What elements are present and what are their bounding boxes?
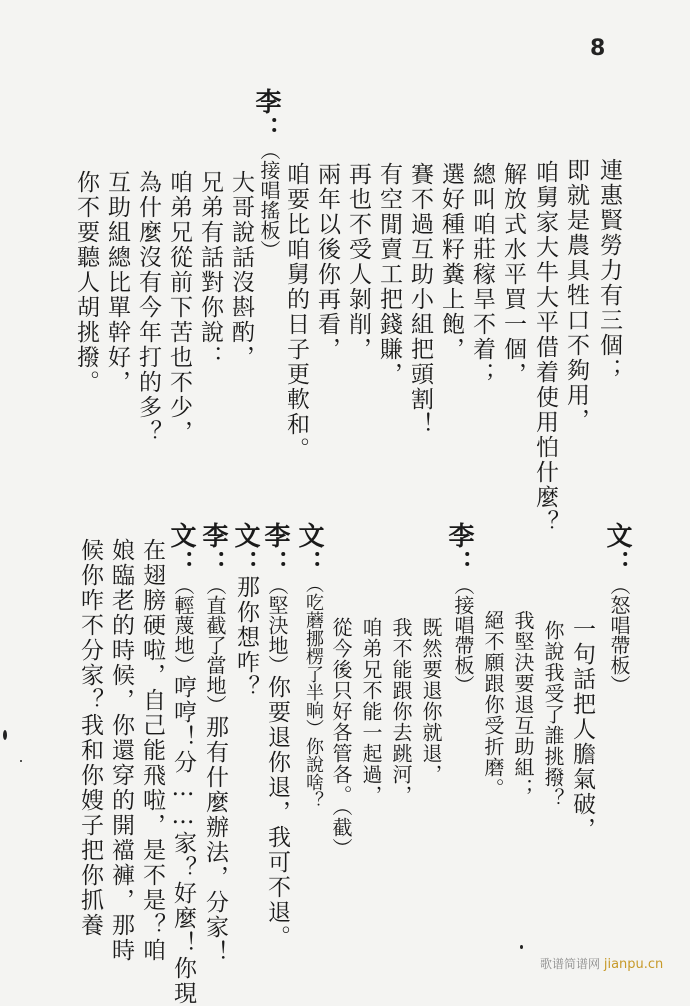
lyric-line: 有空閒賣工把錢賺， [376,162,402,387]
lyric-line: 咱弟兄不能一起過， [359,617,383,806]
dialogue-line [202,575,228,965]
speaker-li [446,522,472,577]
speaker-colon: ： [231,550,260,577]
lyric-line: 選好種籽糞上飽， [438,162,464,362]
speaker-wen [296,522,322,577]
speaker-name: 李 [260,522,290,550]
lyric-line: 我堅決要退互助組； [511,610,535,799]
scan-speck [3,730,7,740]
lyric-line: 你說我受了誰挑撥？ [541,620,565,809]
speaker-wen [168,522,194,577]
dialogue-continuation: 在翅膀硬啦，自己能飛啦，是不是？咱 [139,538,165,963]
dialogue-text: 你說啥？ [303,737,324,809]
lyric-line: 總叫咱莊稼旱不着； [469,162,495,387]
lyric-line: 連惠賢勞力有三個； [596,158,622,383]
dialogue-text: 哼哼！分……家？好麼！你現 [170,675,196,1006]
page-number: 8 [590,36,606,61]
dialogue-text: 那你想咋？ [233,575,259,700]
speaker-colon: ： [295,550,324,577]
lyric-line: 再也不受人剝削， [345,162,371,362]
stage-direction: （接唱帶板） [451,575,475,695]
lyric-line: 咱弟兄從前下苦也不少， [166,170,192,445]
dialogue-line [170,575,196,1006]
lyric-line: 互助組總比單幹好， [104,170,130,395]
speaker-colon: ： [445,550,474,577]
lyric-line: 大哥說話沒斟酌， [228,170,254,370]
scan-speck [20,760,22,762]
dialogue-line [264,575,290,950]
stage-direction: （接唱搖板） [257,140,281,260]
speaker-name: 文 [166,522,196,550]
speaker-li [262,522,288,577]
lyric-line: 賽不過互助小組把頭割！ [407,162,433,437]
speaker-li [253,88,279,143]
speaker-name: 李 [444,522,474,550]
speaker-li [200,522,226,577]
speaker-wen [232,522,258,577]
stage-direction: （直截了當地） [203,575,227,715]
dialogue-continuation: 娘臨老的時候，你還穿的開襠褲，那時 [108,538,134,963]
speaker-name: 文 [294,522,324,550]
lyric-line: 我不能跟你去跳河， [389,617,413,806]
lyric-line: 從今後只好各管各。（截） [329,617,353,859]
lyric-line: 即就是農具牲口不夠用， [563,158,589,433]
speaker-wen [604,522,630,577]
lyric-line: 兄弟有話對你說： [197,170,223,370]
scan-speck [520,945,523,949]
dialogue-line [300,575,326,809]
speaker-colon: ： [261,550,290,577]
speaker-colon: ： [603,550,632,577]
stage-direction: （吃蘑挪楞了半晌） [303,575,324,737]
lyric-line: 你不要聽人胡挑撥。 [73,170,99,395]
lyric-line: 為什麼沒有今年打的多？ [135,170,161,445]
watermark-site-name: 歌谱简谱网 [540,957,601,971]
lyric-line: 一句話把人膽氣破， [569,617,595,842]
stage-direction: （輕蔑地） [171,575,195,675]
lyric-line: 咱要比咱舅的日子更軟和。 [283,162,309,462]
dialogue-text: 那有什麼辦法，分家！ [202,715,228,965]
stage-direction: （怒唱帶板） [607,575,631,695]
lyric-line: 咱舅家大牛大平借着使用怕什麼？ [532,160,558,535]
speaker-colon: ： [199,550,228,577]
lyric-line: 絕不願跟你受折磨。 [481,610,505,799]
speaker-colon: ： [167,550,196,577]
lyric-line: 兩年以後你再看， [314,162,340,362]
lyric-line: 解放式水平買一個， [500,162,526,387]
site-watermark [540,955,663,972]
speaker-name: 李 [198,522,228,550]
speaker-colon: ： [252,116,281,143]
watermark-url: jianpu.cn [603,957,664,972]
dialogue-continuation: 候你咋不分家？我和你嫂子把你抓養 [77,538,103,938]
speaker-name: 文 [230,522,260,550]
lyric-line: 既然要退你就退， [419,617,443,785]
stage-direction: （堅決地） [265,575,289,675]
speaker-name: 文 [602,522,632,550]
speaker-name: 李 [251,88,281,116]
dialogue-text: 你要退你退，我可不退。 [264,675,290,950]
